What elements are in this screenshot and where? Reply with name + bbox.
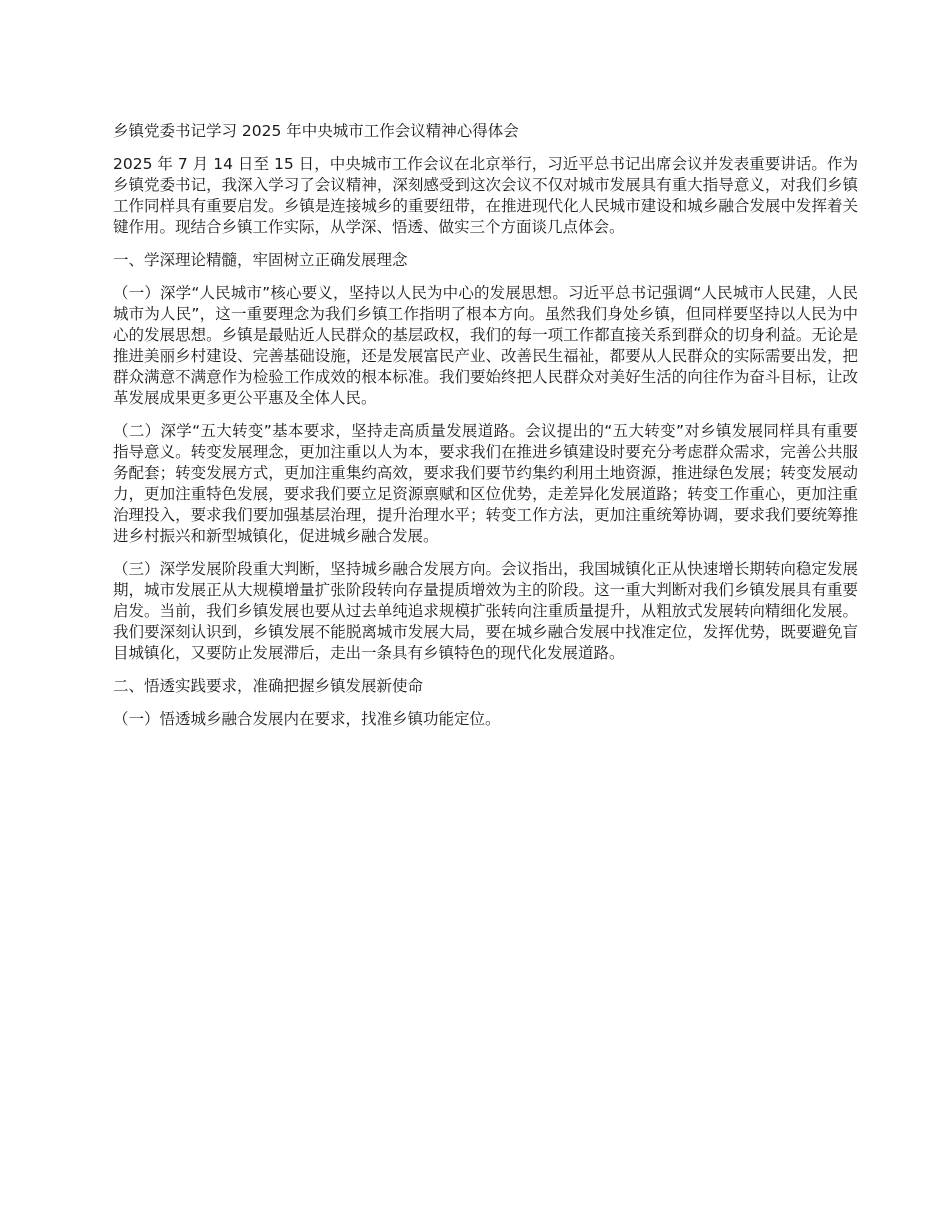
section-2-heading: 二、悟透实践要求，准确把握乡镇发展新使命	[113, 677, 424, 695]
section-1-paragraph-1: （一）深学“人民城市”核心要义，坚持以人民为中心的发展思想。习近平总书记强调“人民城市人民建，人民城市为人民”，这一重要理念为我们乡镇工作指明了根本方向。虽然我们身处乡镇，但同样要坚持以人民为中心的发展思想。乡镇是最贴近人民群众的基层政权，我们的每一项工作都直接关系到群众的切身利益。无论是推进美丽乡村建设、完善基础设施，还是发展富民产业、改善民生福祉，都要从人民群众的实际需要出发，把群众满意不满意作为检验工作成效的根本标准。我们要始终把人民群众对美好生活的向往作为奋斗目标，让改革发展成果更多更公平惠及全体人民。	[113, 284, 858, 407]
section-1-paragraph-2: （二）深学“五大转变”基本要求，坚持走高质量发展道路。会议提出的“五大转变”对乡镇发展同样具有重要指导意义。转变发展理念，更加注重以人为本，要求我们在推进乡镇建设时要充分考虑群众需求，完善公共服务配套；转变发展方式，更加注重集约高效，要求我们要节约集约利用土地资源，推进绿色发展；转变发展动力，更加注重特色发展，要求我们要立足资源禀赋和区位优势，走差异化发展道路；转变工作重心，更加注重治理投入，要求我们要加强基层治理，提升治理水平；转变工作方法，更加注重统筹协调，要求我们要统筹推进乡村振兴和新型城镇化，促进城乡融合发展。	[113, 422, 858, 545]
section-2-paragraph-1: （一）悟透城乡融合发展内在要求，找准乡镇功能定位。	[113, 710, 501, 728]
section-1-paragraph-3: （三）深学发展阶段重大判断，坚持城乡融合发展方向。会议指出，我国城镇化正从快速增长期转向稳定发展期，城市发展正从大规模增量扩张阶段转向存量提质增效为主的阶段。这一重大判断对我们乡镇发展具有重要启发。当前，我们乡镇发展也要从过去单纯追求规模扩张转向注重质量提升，从粗放式发展转向精细化发展。我们要深刻认识到，乡镇发展不能脱离城市发展大局，要在城乡融合发展中找准定位，发挥优势，既要避免盲目城镇化，又要防止发展滞后，走出一条具有乡镇特色的现代化发展道路。	[113, 560, 858, 662]
section-1-heading: 一、学深理论精髓，牢固树立正确发展理念	[113, 251, 408, 269]
document-page	[113, 121, 858, 742]
intro-paragraph: 2025 年 7 月 14 日至 15 日，中央城市工作会议在北京举行，习近平总书记出席会议并发表重要讲话。作为乡镇党委书记，我深入学习了会议精神，深刻感受到这次会议不仅对城市发展具有重大指导意义，对我们乡镇工作同样具有重要启发。乡镇是连接城乡的重要纽带，在推进现代化人民城市建设和城乡融合发展中发挥着关键作用。现结合乡镇工作实际，从学深、悟透、做实三个方面谈几点体会。	[113, 155, 858, 236]
document-title: 乡镇党委书记学习 2025 年中央城市工作会议精神心得体会	[113, 122, 519, 140]
